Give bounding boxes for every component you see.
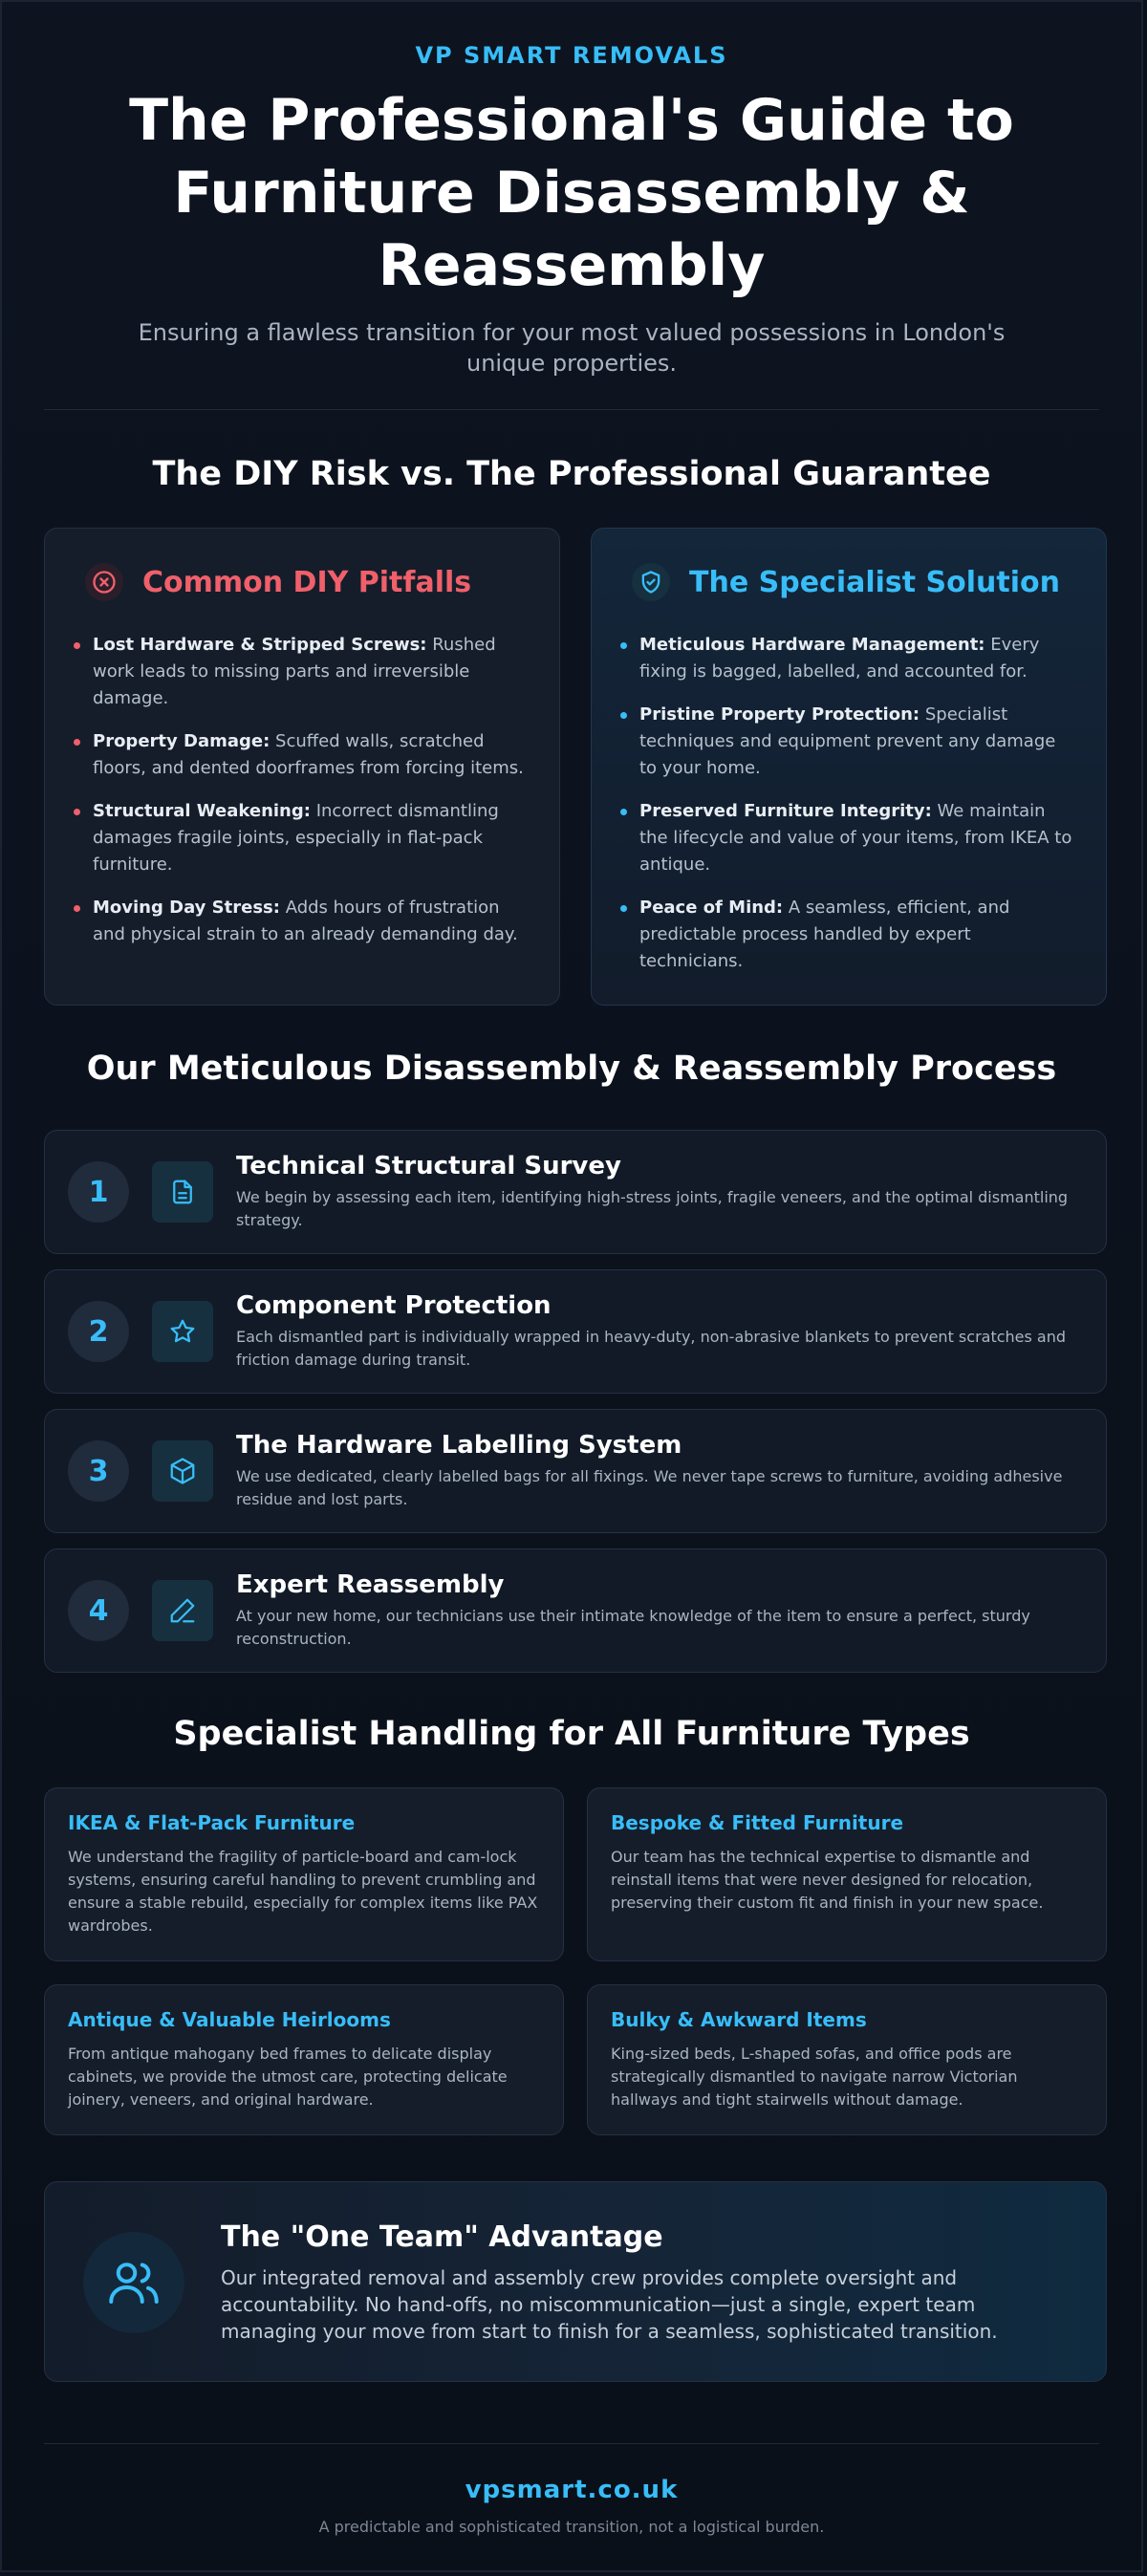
advantage-title: The "One Team" Advantage	[221, 2220, 663, 2254]
furniture-type-title: Bespoke & Fitted Furniture	[611, 1811, 904, 1834]
shield-check-icon	[632, 563, 670, 601]
item-label: Structural Weakening:	[93, 801, 311, 821]
furniture-type-card	[587, 1787, 1107, 1961]
list-item	[93, 798, 530, 878]
list-item	[93, 632, 530, 712]
step-title: Expert Reassembly	[236, 1570, 505, 1599]
divider	[44, 409, 1099, 410]
item-label: Preserved Furniture Integrity:	[639, 801, 932, 821]
item-text: A seamless, efficient, and predictable process handled by expert technicians.	[639, 898, 1010, 971]
document-icon	[152, 1161, 213, 1223]
item-label: Meticulous Hardware Management:	[639, 635, 985, 655]
advantage-description: Our integrated removal and assembly crew provides complete oversight and accountability. No hand-offs, no miscommunication—just a single, expert team managing your move from start to finish for a seamless, sophisticated transition.	[221, 2266, 998, 2343]
comparison-heading: The DIY Risk vs. The Professional Guarantee	[152, 455, 991, 493]
step-description: Each dismantled part is individually wrapped in heavy-duty, non-abrasive blankets to prevent scratches and friction damage during transit.	[236, 1328, 1067, 1369]
brand-name: VP SMART REMOVALS	[415, 42, 728, 69]
list-item	[93, 895, 530, 948]
list-item	[639, 702, 1077, 782]
users-icon	[83, 2232, 184, 2333]
furniture-type-description: We understand the fragility of particle-board and cam-lock systems, ensuring careful handling to prevent crumbling and ensure a stable rebuild, especially for complex items like PAX wardrobes.	[68, 1848, 538, 1935]
process-heading: Our Meticulous Disassembly & Reassembly Process	[86, 1050, 1057, 1088]
step-title: Component Protection	[236, 1291, 552, 1320]
pitfalls-card	[44, 528, 560, 1006]
page-subtitle: Ensuring a flawless transition for your most valued possessions in London's unique properties.	[138, 319, 1006, 377]
solution-title: The Specialist Solution	[689, 565, 1061, 599]
process-step	[44, 1130, 1107, 1254]
list-item	[93, 728, 530, 782]
item-text: Rushed work leads to missing parts and irreversible damage.	[93, 635, 496, 708]
step-number: 1	[68, 1161, 129, 1223]
list-item	[639, 798, 1077, 878]
furniture-type-card	[44, 1787, 564, 1961]
advantage-card	[44, 2181, 1107, 2382]
furniture-type-title: Bulky & Awkward Items	[611, 2008, 867, 2031]
furniture-type-description: Our team has the technical expertise to dismantle and reinstall items that were never designed for relocation, preserving their custom fit and finish in your new space.	[611, 1848, 1044, 1912]
step-title: The Hardware Labelling System	[236, 1431, 682, 1460]
item-text: Every fixing is bagged, labelled, and accounted for.	[639, 635, 1040, 682]
item-label: Peace of Mind:	[639, 898, 784, 918]
step-description: We begin by assessing each item, identifying high-stress joints, fragile veneers, and the optimal dismantling strategy.	[236, 1188, 1069, 1229]
divider	[44, 2443, 1099, 2444]
furniture-type-card	[587, 1984, 1107, 2135]
item-text: We maintain the lifecycle and value of your items, from IKEA to antique.	[639, 801, 1072, 875]
step-title: Technical Structural Survey	[236, 1152, 621, 1180]
item-label: Property Damage:	[93, 731, 271, 751]
x-circle-icon	[85, 563, 123, 601]
list-item	[639, 632, 1077, 685]
item-text: Adds hours of frustration and physical strain to an already demanding day.	[93, 898, 518, 944]
process-step	[44, 1409, 1107, 1533]
item-label: Lost Hardware & Stripped Screws:	[93, 635, 427, 655]
furniture-type-description: From antique mahogany bed frames to delicate display cabinets, we provide the utmost care, protecting delicate joinery, veneers, and original hardware.	[68, 2045, 508, 2109]
list-item	[639, 895, 1077, 975]
pitfalls-title: Common DIY Pitfalls	[142, 565, 472, 599]
solution-list	[639, 632, 1077, 991]
star-icon	[152, 1301, 213, 1362]
footer-tagline: A predictable and sophisticated transition, not a logistical burden.	[318, 2518, 825, 2536]
step-description: We use dedicated, clearly labelled bags for all fixings. We never tape screws to furniture, avoiding adhesive residue and lost parts.	[236, 1467, 1063, 1508]
types-heading: Specialist Handling for All Furniture Types	[173, 1715, 970, 1753]
item-text: Specialist techniques and equipment prevent any damage to your home.	[639, 704, 1056, 778]
item-label: Pristine Property Protection:	[639, 704, 920, 725]
step-number: 3	[68, 1440, 129, 1502]
solution-card	[591, 528, 1107, 1006]
furniture-type-card	[44, 1984, 564, 2135]
item-text: Incorrect dismantling damages fragile joints, especially in flat-pack furniture.	[93, 801, 499, 875]
step-number: 2	[68, 1301, 129, 1362]
process-step	[44, 1269, 1107, 1394]
footer-website-link[interactable]: vpsmart.co.uk	[465, 2476, 679, 2504]
furniture-type-description: King-sized beds, L-shaped sofas, and office pods are strategically dismantled to navigate narrow Victorian hallways and tight stairwells without damage.	[611, 2045, 1018, 2109]
step-description: At your new home, our technicians use their intimate knowledge of the item to ensure a perfect, sturdy reconstruction.	[236, 1607, 1030, 1648]
item-label: Moving Day Stress:	[93, 898, 280, 918]
step-number: 4	[68, 1580, 129, 1641]
furniture-type-title: Antique & Valuable Heirlooms	[68, 2008, 391, 2031]
pencil-icon	[152, 1580, 213, 1641]
process-step	[44, 1548, 1107, 1673]
pitfalls-list	[93, 632, 530, 964]
page-title: The Professional's Guide to Furniture Disassembly & Reassembly	[129, 87, 1014, 299]
furniture-type-title: IKEA & Flat-Pack Furniture	[68, 1811, 356, 1834]
item-text: Scuffed walls, scratched floors, and dented doorframes from forcing items.	[93, 731, 524, 778]
box-icon	[152, 1440, 213, 1502]
